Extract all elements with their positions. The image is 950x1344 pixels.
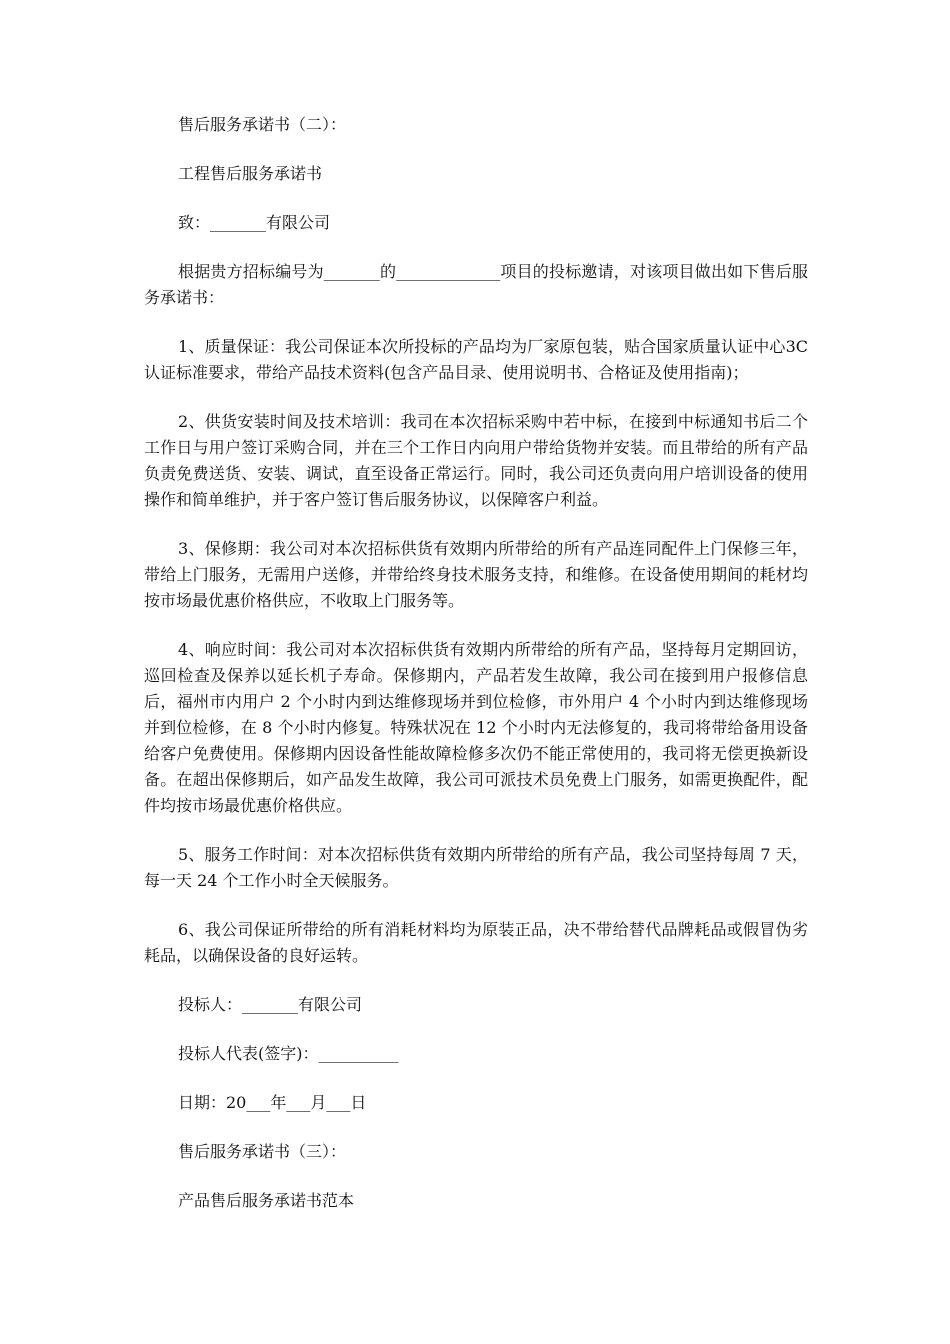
product-template-title: 产品售后服务承诺书范本	[178, 1191, 355, 1210]
date-line: 日期：20___年___月___日	[178, 1093, 367, 1112]
clause-2-delivery: 2、供货安装时间及技术培训：我司在本次招标采购中若中标，在接到中标通知书后二个工作日与用户签订采购合同，并在三个工作日内向用户带给货物并安装。而且带给的所有产品负责免费送货、安装、调试，直至设备正常运行。同时，我公司还负责向用户培训设备的使用操作和简单维护，并于客户签订售后服务协议，以保障客户利益。	[144, 412, 808, 509]
clause-6-consumables: 6、我公司保证所带给的所有消耗材料均为原装正品，决不带给替代品牌耗品或假冒伪劣耗品，以确保设备的良好运转。	[144, 920, 808, 965]
document-title: 工程售后服务承诺书	[178, 164, 323, 183]
intro-paragraph: 根据贵方招标编号为_______的_____________项目的投标邀请，对该项目做出如下售后服务承诺书：	[144, 262, 808, 307]
bidder-line: 投标人：_______有限公司	[178, 995, 363, 1014]
addressee-line: 致：_______有限公司	[178, 213, 331, 232]
bidder-representative-line: 投标人代表(签字)：__________	[178, 1044, 399, 1063]
clause-4-response: 4、响应时间：我公司对本次招标供货有效期内所带给的所有产品，坚持每月定期回访，巡回检查及保养以延长机子寿命。保修期内，产品若发生故障，我公司在接到用户报修信息后，福州市内用户 2 个小时内到达维修现场并到位检修，市外用户 4 个小时内到达维修现场并到位检修，在 8 个小时内修复。特殊状况在 12 个小时内无法修复的，我司将带给备用设备给客户免费使用。保修期内因设备性能故障检修多次仍不能正常使用的，我司将无偿更换新设备。在超出保修期后，如产品发生故障，我公司可派技术员免费上门服务，如需更换配件，配件均按市场最优惠价格供应。	[144, 640, 808, 815]
clause-3-warranty: 3、保修期：我公司对本次招标供货有效期内所带给的所有产品连同配件上门保修三年，带给上门服务，无需用户送修，并带给终身技术服务支持，和维修。在设备使用期间的耗材均按市场最优惠价格供应，不收取上门服务等。	[144, 539, 808, 610]
section-heading-two: 售后服务承诺书（二）：	[178, 115, 347, 134]
document-page	[144, 112, 808, 1237]
clause-1-quality: 1、质量保证：我公司保证本次所投标的产品均为厂家原包装，贴合国家质量认证中心3C认证标准要求，带给产品技术资料(包含产品目录、使用说明书、合格证及使用指南)；	[144, 337, 808, 382]
section-heading-three: 售后服务承诺书（三）：	[178, 1142, 347, 1161]
clause-5-service-hours: 5、服务工作时间：对本次招标供货有效期内所带给的所有产品，我公司坚持每周 7 天，每一天 24 个工作小时全天候服务。	[144, 845, 808, 890]
